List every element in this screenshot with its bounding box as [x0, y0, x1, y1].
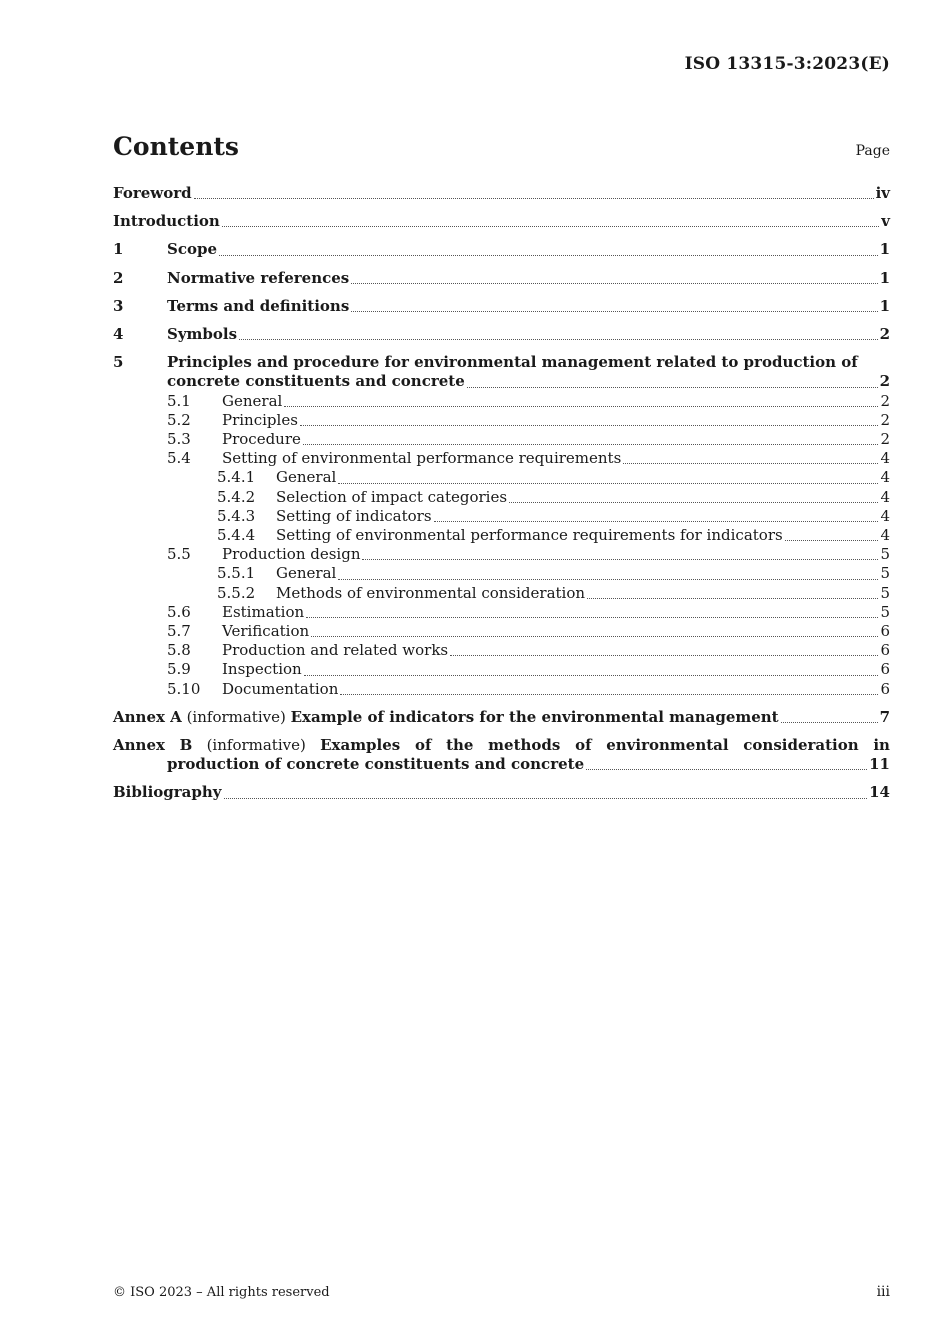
toc-entry-title: Foreword — [113, 184, 192, 202]
toc-entry-page: 1 — [879, 268, 890, 287]
toc-entry-foreword[interactable] — [113, 184, 890, 203]
toc-entry-number: 1 — [113, 240, 124, 259]
document-id: ISO 13315-3:2023(E) — [684, 54, 890, 74]
toc-entry-5-2[interactable] — [113, 411, 890, 430]
toc-entry-5-4-4[interactable] — [113, 526, 890, 545]
toc-leader — [239, 335, 878, 340]
toc-entry-title: Bibliography — [113, 783, 222, 802]
toc-entry-page: 7 — [879, 707, 890, 726]
toc-leader — [304, 671, 879, 676]
toc-leader — [623, 459, 878, 464]
toc-entry-page: 4 — [880, 526, 890, 545]
toc-entry-page: 2 — [879, 325, 890, 344]
toc-entry-5-9[interactable] — [113, 660, 890, 679]
toc-entry-page: 1 — [879, 240, 890, 259]
toc-entry-5-4-1[interactable] — [113, 468, 890, 487]
toc-entry-page: 6 — [880, 679, 890, 698]
toc-leader — [509, 498, 878, 503]
toc-entry-page: 11 — [869, 755, 890, 774]
toc-entry-number: 3 — [113, 296, 124, 315]
toc-entry-title: Principles — [222, 410, 298, 429]
toc-entry-number: 5.6 — [167, 602, 191, 621]
toc-entry-title: Setting of environmental performance requirements — [222, 449, 622, 468]
toc-leader — [450, 651, 878, 656]
toc-leader — [194, 194, 874, 199]
toc-leader — [362, 555, 878, 560]
toc-leader — [338, 479, 878, 484]
toc-entry-title: General — [276, 564, 337, 583]
toc-entry-title: General — [276, 468, 337, 487]
toc-leader — [351, 307, 877, 312]
toc-entry-number: 5.5 — [167, 545, 191, 564]
toc-entry-title: Procedure — [222, 430, 301, 449]
toc-entry-number: 5.4.1 — [217, 468, 256, 487]
toc-entry-page: 2 — [879, 372, 890, 391]
toc-leader — [340, 690, 878, 695]
toc-entry-page: 2 — [880, 410, 890, 429]
toc-entry-page: 14 — [869, 783, 890, 802]
toc-annex-qualifier: (informative) — [186, 707, 286, 726]
toc-annex-label: Annex A — [113, 707, 182, 726]
toc-entry-title: Example of indicators for the environmental management — [290, 707, 779, 726]
toc-entry-5-5-1[interactable] — [113, 564, 890, 583]
toc-leader — [219, 251, 878, 256]
toc-entry-number: 5.4.3 — [217, 506, 256, 525]
toc-entry-5-1[interactable] — [113, 392, 890, 411]
toc-entry-number: 5.5.1 — [217, 564, 256, 583]
toc-entry-bibliography[interactable] — [113, 783, 890, 802]
toc-entry-title: Methods of environmental consideration — [276, 583, 586, 602]
toc-entry-title: Selection of impact categories — [276, 487, 508, 506]
toc-entry-title: Setting of indicators — [276, 506, 432, 525]
toc-leader — [338, 575, 878, 580]
toc-leader — [224, 794, 868, 799]
contents-heading: Contents — [113, 132, 240, 161]
toc-entry-page: 5 — [880, 564, 890, 583]
toc-entry-annex-a[interactable] — [113, 708, 890, 727]
toc-entry-page: 2 — [880, 391, 890, 410]
toc-entry-title-line2: production of concrete constituents and concrete — [167, 755, 585, 774]
toc-leader — [586, 765, 867, 770]
toc-entry-title-line1: Principles and procedure for environmental management related to production of — [167, 353, 858, 372]
toc-leader — [300, 421, 879, 426]
toc-entry-number: 4 — [113, 325, 124, 344]
toc-entry-number: 5.4.2 — [217, 487, 256, 506]
toc-leader — [781, 718, 878, 723]
copyright-notice: © ISO 2023 – All rights reserved — [113, 1285, 330, 1300]
toc-entry-title: Normative references — [167, 268, 350, 287]
toc-leader — [434, 517, 879, 522]
toc-entry-number: 5.9 — [167, 660, 191, 679]
toc-entry-page: 5 — [880, 583, 890, 602]
page-number: iii — [876, 1284, 890, 1300]
toc-entry-page: 5 — [880, 602, 890, 621]
toc-entry-title-line1: Examples of the methods of environmental consideration in — [320, 736, 890, 755]
toc-entry-page: 5 — [880, 545, 890, 564]
toc-entry-page: 6 — [880, 641, 890, 660]
toc-entry-number: 5.8 — [167, 641, 191, 660]
toc-leader — [467, 383, 878, 388]
toc-entry-symbols[interactable] — [113, 325, 890, 344]
table-of-contents — [113, 184, 890, 803]
toc-entry-page: v — [881, 212, 890, 231]
toc-entry-title: Estimation — [222, 602, 305, 621]
toc-annex-label: Annex B — [113, 736, 193, 755]
toc-entry-title: General — [222, 391, 283, 410]
toc-entry-page: 4 — [880, 449, 890, 468]
toc-entry-5-6[interactable] — [113, 603, 890, 622]
toc-entry-number: 5.3 — [167, 430, 191, 449]
toc-entry-title: Setting of environmental performance requirements for indicators — [276, 526, 783, 545]
toc-leader — [303, 440, 879, 445]
toc-entry-number: 5.7 — [167, 622, 191, 641]
toc-entry-number: 5.4.4 — [217, 526, 256, 545]
toc-entry-number: 2 — [113, 268, 124, 287]
toc-entry-page: 4 — [880, 487, 890, 506]
toc-entry-number: 5.1 — [167, 391, 191, 410]
toc-entry-title: Production and related works — [222, 641, 449, 660]
toc-entry-page: 4 — [880, 506, 890, 525]
toc-entry-5-4[interactable] — [113, 449, 890, 468]
toc-entry-5-10[interactable] — [113, 680, 890, 699]
toc-entry-number: 5 — [113, 353, 124, 372]
toc-leader — [785, 536, 879, 541]
toc-entry-terms-and-definitions[interactable] — [113, 297, 890, 316]
toc-leader — [222, 222, 879, 227]
toc-entry-page: 6 — [880, 622, 890, 641]
toc-leader — [587, 594, 878, 599]
toc-entry-annex-b[interactable] — [113, 736, 890, 774]
toc-entry-title: Scope — [167, 240, 218, 259]
toc-entry-principles-and-procedure[interactable] — [113, 353, 890, 391]
toc-entry-number: 5.10 — [167, 679, 201, 698]
toc-entry-5-4-3[interactable] — [113, 507, 890, 526]
toc-entry-title: Documentation — [222, 679, 339, 698]
toc-entry-5-7[interactable] — [113, 622, 890, 641]
toc-entry-title-line2: concrete constituents and concrete — [167, 372, 465, 391]
toc-leader — [306, 613, 878, 618]
toc-entry-page: 2 — [880, 430, 890, 449]
page-column-label: Page — [855, 143, 890, 159]
toc-entry-normative-references[interactable] — [113, 269, 890, 288]
toc-leader — [311, 632, 878, 637]
toc-entry-page: iv — [875, 184, 890, 202]
toc-annex-qualifier: (informative) — [206, 736, 306, 755]
toc-entry-title: Inspection — [222, 660, 302, 679]
toc-leader — [351, 279, 877, 284]
toc-entry-introduction[interactable] — [113, 212, 890, 231]
toc-leader — [284, 402, 878, 407]
toc-entry-scope[interactable] — [113, 240, 890, 259]
toc-entry-page: 4 — [880, 468, 890, 487]
toc-entry-number: 5.2 — [167, 410, 191, 429]
toc-entry-number: 5.5.2 — [217, 583, 256, 602]
toc-entry-5-3[interactable] — [113, 430, 890, 449]
toc-entry-5-4-2[interactable] — [113, 488, 890, 507]
toc-entry-page: 6 — [880, 660, 890, 679]
toc-entry-title: Production design — [222, 545, 361, 564]
toc-entry-number: 5.4 — [167, 449, 191, 468]
toc-entry-title: Introduction — [113, 212, 220, 231]
toc-entry-title: Terms and definitions — [167, 296, 350, 315]
toc-entry-5-5-2[interactable] — [113, 584, 890, 603]
toc-entry-title: Symbols — [167, 325, 238, 344]
toc-entry-title: Verification — [222, 622, 310, 641]
toc-entry-page: 1 — [879, 296, 890, 315]
toc-entry-5-8[interactable] — [113, 641, 890, 660]
toc-entry-5-5[interactable] — [113, 545, 890, 564]
